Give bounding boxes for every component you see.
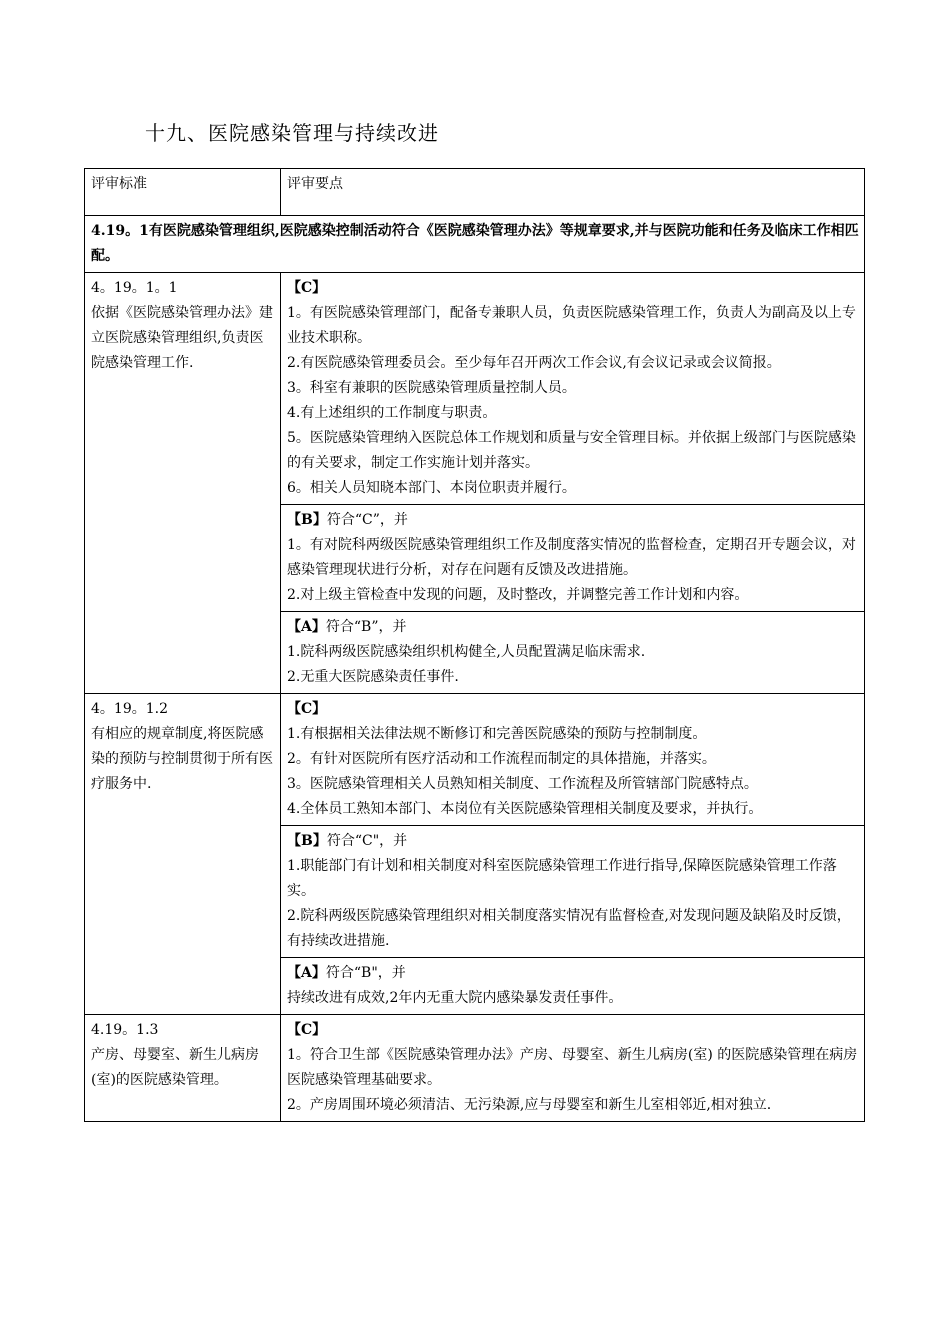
standard-code: 4。19。1.2 [91, 701, 168, 717]
requirement-item: 1。有对院科两级医院感染管理组织工作及制度落实情况的监督检查，定期召开专题会议，对感染管理现状进行分析，对存在问题有反馈及改进措施。 [287, 537, 856, 578]
requirement-item: 6。相关人员知晓本部门、本岗位职责并履行。 [287, 480, 576, 496]
level-heading [287, 508, 859, 533]
requirement-item: 持续改进有成效,2年内无重大院内感染暴发责任事件。 [287, 990, 623, 1006]
level-tag: 【A】 [287, 965, 326, 981]
level-b-cell [281, 505, 865, 612]
column-header-standard: 评审标准 [85, 169, 281, 216]
level-condition: 符合“C"，并 [326, 833, 408, 849]
level-heading [287, 829, 859, 854]
section-row [85, 216, 865, 273]
requirement-item: 1.职能部门有计划和相关制度对科室医院感染管理工作进行指导,保障医院感染管理工作落实。 [287, 858, 837, 899]
requirement-item: 4.有上述组织的工作制度与职责。 [287, 405, 497, 421]
level-tag: 【A】 [287, 619, 326, 635]
level-tag: 【B】 [287, 833, 327, 849]
level-heading [287, 276, 859, 301]
requirement-item: 1.有根据相关法律法规不断修订和完善医院感染的预防与控制制度。 [287, 726, 707, 742]
level-c-cell [281, 694, 865, 826]
requirement-item: 2.院科两级医院感染管理组织对相关制度落实情况有监督检查,对发现问题及缺陷及时反馈，有持续改进措施. [287, 908, 851, 949]
requirement-item: 2。产房周围环境必须清洁、无污染源,应与母婴室和新生儿室相邻近,相对独立. [287, 1097, 772, 1113]
table-row [85, 694, 865, 826]
level-a-cell [281, 612, 865, 694]
table-row [85, 273, 865, 505]
section-heading: 4.19。1有医院感染管理组织,医院感染控制活动符合《医院感染管理办法》等规章要求,并与医院功能和任务及临床工作相匹配。 [85, 216, 865, 273]
level-heading [287, 961, 859, 986]
level-a-cell [281, 958, 865, 1015]
level-c-cell [281, 1015, 865, 1122]
level-condition: 符合“B"，并 [325, 965, 406, 981]
standard-description: 依据《医院感染管理办法》建立医院感染管理组织,负责医院感染管理工作. [91, 305, 273, 371]
standard-description: 产房、母婴室、新生儿病房(室)的医院感染管理。 [91, 1047, 259, 1088]
column-header-points: 评审要点 [281, 169, 865, 216]
requirement-item: 1.院科两级医院感染组织机构健全,人员配置满足临床需求. [287, 644, 646, 660]
standard-description: 有相应的规章制度,将医院感染的预防与控制贯彻于所有医疗服务中. [91, 726, 273, 792]
requirement-item: 1。符合卫生部《医院感染管理办法》产房、母婴室、新生儿病房(室) 的医院感染管理在病房医院感染管理基础要求。 [287, 1047, 858, 1088]
requirement-item: 3。科室有兼职的医院感染管理质量控制人员。 [287, 380, 576, 396]
level-condition: 符合“B”，并 [325, 619, 407, 635]
requirement-item: 4.全体员工熟知本部门、本岗位有关医院感染管理相关制度及要求，并执行。 [287, 801, 763, 817]
requirement-item: 1。有医院感染管理部门，配备专兼职人员，负责医院感染管理工作，负责人为副高及以上专业技术职称。 [287, 305, 856, 346]
page-title: 十九、医院感染管理与持续改进 [145, 121, 439, 145]
standard-cell [85, 273, 281, 694]
review-table [84, 168, 865, 1122]
header-row [85, 169, 865, 216]
requirement-item: 5。医院感染管理纳入医院总体工作规划和质量与安全管理目标。并依据上级部门与医院感染的有关要求，制定工作实施计划并落实。 [287, 430, 856, 471]
standard-cell [85, 1015, 281, 1122]
requirement-item: 2.有医院感染管理委员会。至少每年召开两次工作会议,有会议记录或会议简报。 [287, 355, 781, 371]
requirement-item: 2.对上级主管检查中发现的问题，及时整改，并调整完善工作计划和内容。 [287, 587, 749, 603]
table-row [85, 1015, 865, 1122]
level-b-cell [281, 826, 865, 958]
level-heading [287, 615, 859, 640]
standard-cell [85, 694, 281, 1015]
level-tag: 【B】 [287, 512, 327, 528]
level-condition: 符合“C”，并 [326, 512, 408, 528]
requirement-item: 2。有针对医院所有医疗活动和工作流程而制定的具体措施，并落实。 [287, 751, 716, 767]
level-tag: 【C】 [287, 1022, 327, 1038]
level-tag: 【C】 [287, 280, 327, 296]
standard-code: 4.19。1.3 [91, 1022, 159, 1038]
requirement-item: 3。医院感染管理相关人员熟知相关制度、工作流程及所管辖部门院感特点。 [287, 776, 758, 792]
level-heading [287, 1018, 859, 1043]
level-tag: 【C】 [287, 701, 327, 717]
standard-code: 4。19。1。1 [91, 280, 178, 296]
requirement-item: 2.无重大医院感染责任事件. [287, 669, 459, 685]
level-c-cell [281, 273, 865, 505]
level-heading [287, 697, 859, 722]
